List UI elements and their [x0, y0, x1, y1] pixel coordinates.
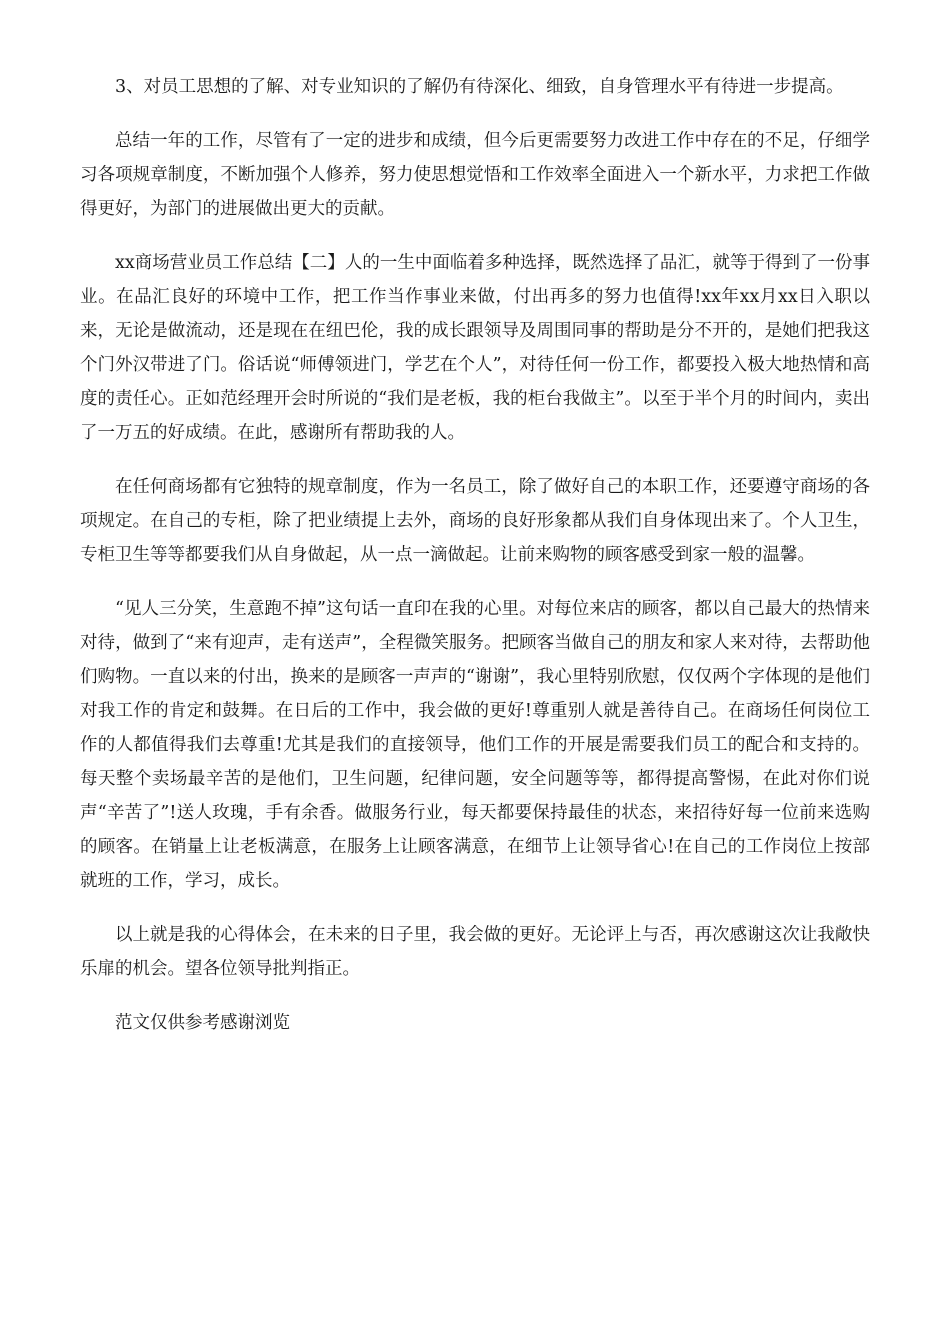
document-body [80, 70, 870, 1060]
paragraph-summary-two-intro: xx商场营业员工作总结【二】人的一生中面临着多种选择，既然选择了品汇，就等于得到了一份事业。在品汇良好的环境中工作，把工作当作事业来做，付出再多的努力也值得!xx年xx月xx日入职以来，无论是做流动，还是现在在纽巴伦，我的成长跟领导及周围同事的帮助是分不开的，是她们把我这个门外汉带进了门。俗话说“师傅领进门，学艺在个人”，对待任何一份工作，都要投入极大地热情和高度的责任心。正如范经理开会时所说的“我们是老板，我的柜台我做主”。以至于半个月的时间内，卖出了一万五的好成绩。在此，感谢所有帮助我的人。 [80, 253, 870, 443]
paragraph-footer-note: 范文仅供参考感谢浏览 [115, 1013, 290, 1033]
paragraph-closing: 以上就是我的心得体会，在未来的日子里，我会做的更好。无论评上与否，再次感谢这次让我敞快乐扉的机会。望各位领导批判指正。 [80, 925, 870, 979]
paragraph-year-summary: 总结一年的工作，尽管有了一定的进步和成绩，但今后更需要努力改进工作中存在的不足，仔细学习各项规章制度，不断加强个人修养，努力使思想觉悟和工作效率全面进入一个新水平，力求把工作做得更好，为部门的进展做出更大的贡献。 [80, 131, 870, 219]
paragraph-store-rules: 在任何商场都有它独特的规章制度，作为一名员工，除了做好自己的本职工作，还要遵守商场的各项规定。在自己的专柜，除了把业绩提上去外，商场的良好形象都从我们自身体现出来了。个人卫生，专柜卫生等等都要我们从自身做起，从一点一滴做起。让前来购物的顾客感受到家一般的温馨。 [80, 477, 870, 565]
paragraph-customer-service: “见人三分笑，生意跑不掉”这句话一直印在我的心里。对每位来店的顾客，都以自己最大的热情来对待，做到了“来有迎声，走有送声”，全程微笑服务。把顾客当做自己的朋友和家人来对待，去帮助他们购物。一直以来的付出，换来的是顾客一声声的“谢谢”，我心里特别欣慰，仅仅两个字体现的是他们对我工作的肯定和鼓舞。在日后的工作中，我会做的更好!尊重别人就是善待自己。在商场任何岗位工作的人都值得我们去尊重!尤其是我们的直接领导，他们工作的开展是需要我们员工的配合和支持的。每天整个卖场最辛苦的是他们，卫生问题，纪律问题，安全问题等等，都得提高警惕，在此对你们说声“辛苦了”!送人玫瑰，手有余香。做服务行业，每天都要保持最佳的状态，来招待好每一位前来选购的顾客。在销量上让老板满意，在服务上让顾客满意，在细节上让领导省心!在自己的工作岗位上按部就班的工作，学习，成长。 [80, 599, 870, 891]
paragraph-improvement-point: 3、对员工思想的了解、对专业知识的了解仍有待深化、细致，自身管理水平有待进一步提高。 [115, 77, 844, 97]
